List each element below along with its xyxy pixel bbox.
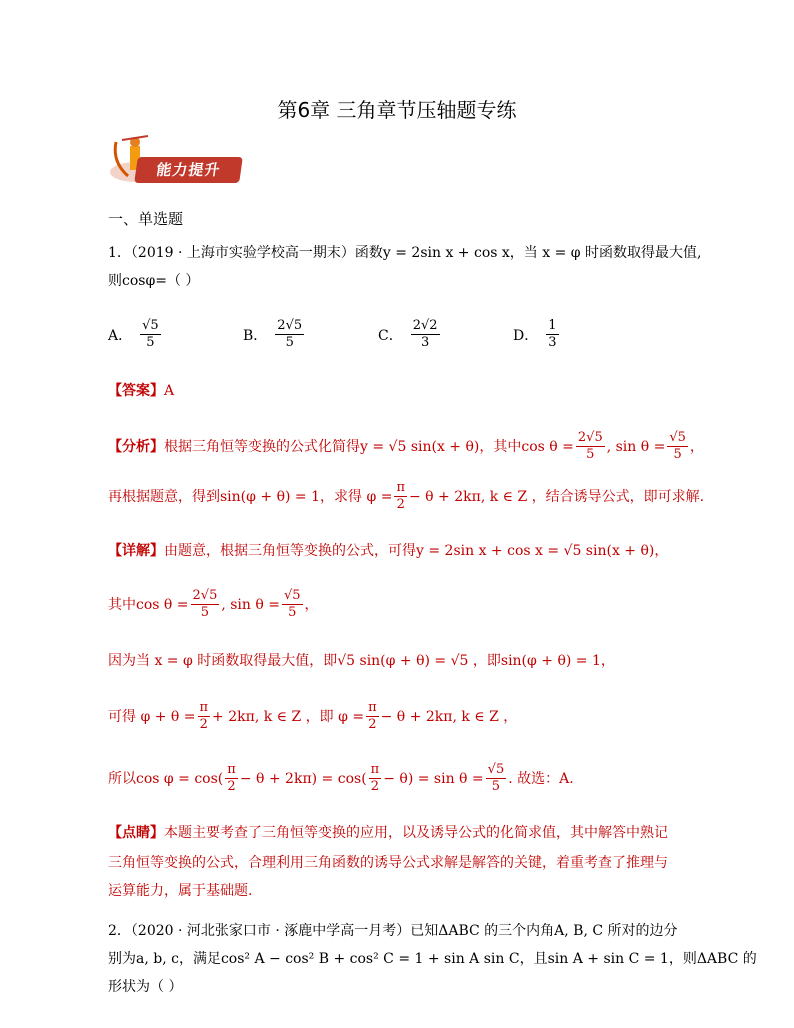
detail-line4: 可得 φ + θ = $\frac{\pi}{2}$ + 2kπ, k ∈ Z ，即 φ = $\frac{\pi}{2}$ − θ + 2kπ, k ∈ Z ， [108, 700, 518, 732]
answer-value: A [164, 383, 175, 399]
detail-line3: 因为当 x = φ 时函数取得最大值，即√5 sin(φ + θ) = √5 ，即sin(φ + θ) = 1， [108, 653, 615, 669]
choice-fraction: $\frac{2√2}{3}$ [412, 318, 438, 350]
section-heading: 一、单选题 [108, 210, 184, 228]
analysis-tag: 【分析】 [108, 438, 164, 455]
detail-line1: 【详解】由题意，根据三角恒等变换的公式，可得y = 2sin x + cos x = √5 sin(x + θ)， [108, 543, 669, 559]
choice-a [108, 318, 163, 351]
comment-line2: 三角恒等变换的公式，合理利用三角函数的诱导公式求解是解答的关键，着重考查了推理与 [108, 855, 668, 871]
choice-fraction: $\frac{2√5}{5}$ [277, 318, 303, 350]
question-2-stem-line2: 别为a, b, c，满足cos² A − cos² B + cos² C = 1 + sin A sin C，且sin A + sin C = 1，则ΔABC 的 [108, 951, 757, 967]
choice-fraction: $\frac{√5}{5}$ [142, 318, 159, 350]
comment-tag: 【点睛】 [108, 825, 164, 841]
choice-label: D． [513, 327, 539, 344]
badge-label: 能力提升 [134, 157, 243, 183]
choice-d [513, 318, 561, 351]
detail-tag: 【详解】 [108, 543, 164, 559]
choice-label: C． [378, 327, 403, 344]
detail-line2: 其中cos θ = $\frac{2√5}{5}$ , sin θ = $\frac{√5}{5}$ ， [108, 588, 319, 620]
choice-label: A． [108, 327, 133, 344]
analysis-line1: 【分析】 根据三角恒等变换的公式化简得y = √5 sin(x + θ)，其中cos θ = $\frac{2√5}{5}$ , sin θ = $\frac{√5}{5}$ ， [108, 430, 704, 462]
choice-fraction: $\frac{1}{3}$ [548, 318, 557, 350]
comment-line3: 运算能力，属于基础题. [108, 883, 253, 899]
detail-line5: 所以cos φ = cos( $\frac{\pi}{2}$ − θ + 2kπ) = cos( $\frac{\pi}{2}$ − θ) = sin θ = $\frac{√5}{5}$ . 故选：A. [108, 762, 574, 794]
page-title: 第6章 三角章节压轴题专练 [277, 98, 517, 122]
answer-line [108, 380, 174, 402]
question-2-stem-line3: 形状为（ ） [108, 979, 183, 995]
choice-label: B． [243, 327, 268, 344]
question-1-stem-line2: 则cosφ=（ ） [108, 273, 200, 289]
question-2-stem-line1: 2．（2020 · 河北张家口市 · 涿鹿中学高一月考）已知ΔABC 的三个内角A, B, C 所对的边分 [108, 923, 678, 939]
choice-c [378, 318, 442, 351]
question-1-stem-line1: 1．（2019 · 上海市实验学校高一期末）函数y = 2sin x + cos x，当 x = φ 时函数取得最大值, [108, 245, 702, 261]
comment-line1: 【点睛】本题主要考查了三角恒等变换的应用，以及诱导公式的化简求值，其中解答中熟记 [108, 825, 668, 841]
choice-b [243, 318, 306, 351]
answer-tag: 【答案】 [108, 383, 164, 399]
ability-badge [108, 132, 243, 186]
analysis-line2: 再根据题意，得到sin(φ + θ) = 1，求得 φ = $\frac{\pi}{2}$ − θ + 2kπ, k ∈ Z ，结合诱导公式，即可求解. [108, 480, 705, 512]
